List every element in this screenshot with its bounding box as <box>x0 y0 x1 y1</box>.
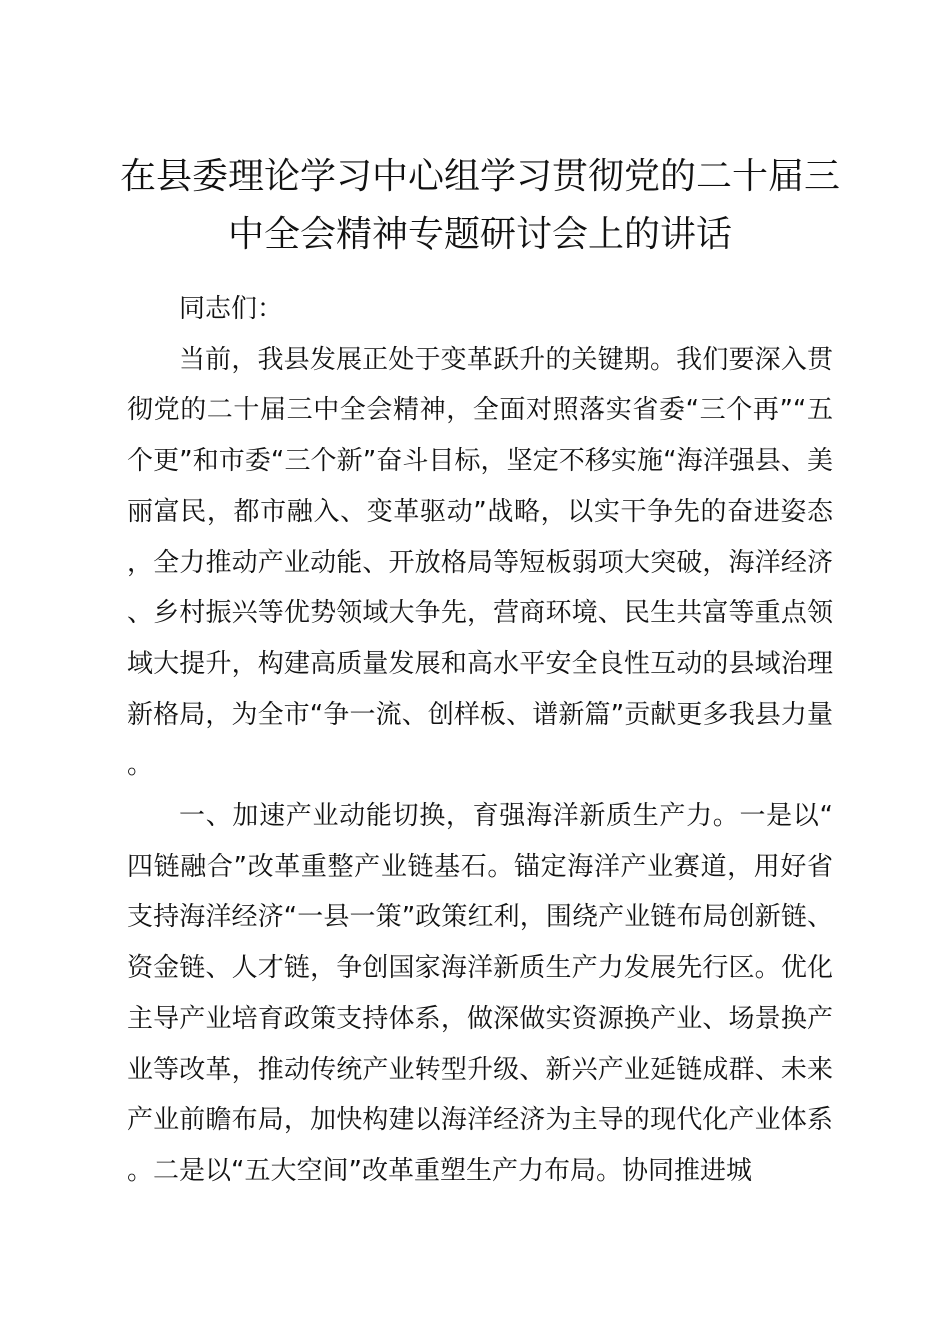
paragraph-section-1 <box>127 791 833 1197</box>
document-body <box>127 284 833 1197</box>
document-title <box>90 148 870 264</box>
paragraph-section-1-text: 一是以“四链融合”改革重整产业链基石。锚定海洋产业赛道，用好省支持海洋经济“一县一策”政策红利，围绕产业链布局创新链、资金链、人才链，争创国家海洋新质生产力发展先行区。优化主导产业培育政策支持体系，做深做实资源换产业、场景换产业等改革，推动传统产业转型升级、新兴产业延链成群、未来产业前瞻布局，加快构建以海洋经济为主导的现代化产业体系。二是以“五大空间”改革重塑生产力布局。协同推进城 <box>127 801 833 1186</box>
paragraph-intro <box>127 335 833 791</box>
title-line-1: 在县委理论学习中心组学习贯彻党的二十届三 <box>119 156 840 197</box>
title-line-2: 中全会精神专题研讨会上的讲话 <box>227 214 732 255</box>
greeting: 同志们： <box>179 294 284 324</box>
section-heading: 一、加速产业动能切换，育强海洋新质生产力。 <box>179 801 740 832</box>
paragraph-intro-text: 当前，我县发展正处于变革跃升的关键期。我们要深入贯彻党的二十届三中全会精神，全面对照落实省委“三个再”“五个更”和市委“三个新”奋斗目标，坚定不移实施“海洋强县、美丽富民，都市融入、变革驱动”战略，以实干争先的奋进姿态，全力推动产业动能、开放格局等短板弱项大突破，海洋经济、乡村振兴等优势领域大争先，营商环境、民生共富等重点领域大提升，构建高质量发展和高水平安全良性互动的县域治理新格局，为全市“争一流、创样板、谱新篇”贡献更多我县力量。 <box>127 344 833 781</box>
